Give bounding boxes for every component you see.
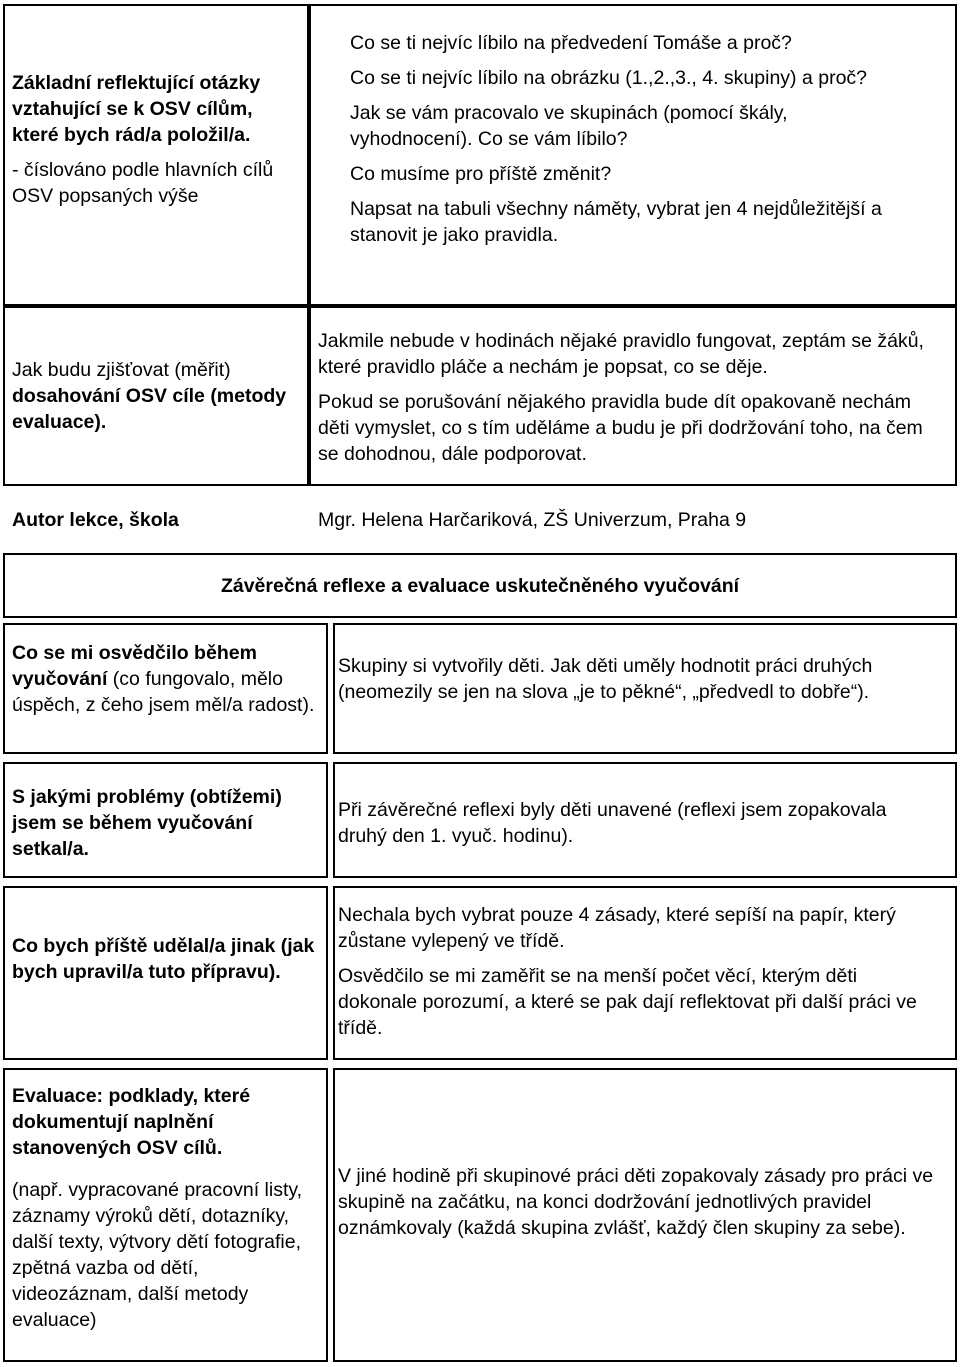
evaluation-method-text [318, 328, 943, 467]
paragraph: Osvědčilo se mi zaměřit se na menší počet věcí, kterým děti dokonale porozumí, a které se pak dají reflektovat při další práci ve třídě. [338, 965, 917, 1039]
goals-question-list [350, 30, 910, 248]
evidence-label: Evaluace: podklady, které dokumentují naplnění stanovených OSV cílů. (např. vypracované pracovní listy, záznamy výroků dětí, dotazníky, další texty, výtvory dětí fotografie, zpětná vazba od dětí, videozáznam, další metody evaluace) [12, 1085, 303, 1331]
question-item: Co se ti nejvíc líbilo na předvedení Tomáše a proč? [350, 32, 792, 54]
author-label: Autor lekce, škola [12, 509, 179, 531]
reflection-title: Závěrečná reflexe a evaluace uskutečněného vyučování [220, 575, 740, 597]
evaluation-method-label: Jak budu zjišťovat (měřit) dosahování OSV cíle (metody evaluace). [12, 359, 287, 433]
problems-text: Při závěrečné reflexi byly děti unavené (reflexi jsem zopakovala druhý den 1. vyuč. hodinu). [338, 799, 887, 847]
question-item: Jak se vám pracovalo ve skupinách (pomocí škály, vyhodnocení). Co se vám líbilo? [350, 102, 788, 150]
question-item: Napsat na tabuli všechny náměty, vybrat jen 4 nejdůležitější a stanovit je jako pravidla. [350, 198, 882, 246]
question-item: Co se ti nejvíc líbilo na obrázku (1.,2.,3., 4. skupiny) a proč? [350, 67, 868, 89]
next-time-label: Co bych příště udělal/a jinak (jak bych upravil/a tuto přípravu). [12, 935, 315, 983]
success-text: Skupiny si vytvořily děti. Jak děti uměly hodnotit práci druhých (neomezily se jen na slova „je to pěkné“, „předvedl to dobře“). [338, 655, 873, 703]
success-label: Co se mi osvědčilo během vyučování (co fungovalo, mělo úspěch, z čeho jsem měl/a radost). [12, 642, 315, 716]
evidence-text: V jiné hodině při skupinové práci děti zopakovaly zásady pro práci ve skupině na začátku, na konci dodržování jednotlivých pravidel oznámkovaly (každá skupina zvlášť, každý člen skupiny za sebe). [338, 1165, 934, 1239]
paragraph: Jakmile nebude v hodinách nějaké pravidlo fungovat, zeptám se žáků, které pravidlo pláče a nechám je popsat, co se děje. [318, 330, 924, 378]
next-time-text [338, 902, 938, 1041]
paragraph: Nechala bych vybrat pouze 4 zásady, které sepíší na papír, který zůstane vylepený ve třídě. [338, 904, 896, 952]
problems-label: S jakými problémy (obtížemi) jsem se během vyučování setkal/a. [12, 786, 282, 860]
author-value: Mgr. Helena Harčariková, ZŠ Univerzum, Praha 9 [318, 509, 747, 531]
question-item: Co musíme pro příště změnit? [350, 163, 612, 185]
paragraph: Pokud se porušování nějakého pravidla bude dít opakovaně nechám děti vymyslet, co s tím uděláme a budu je při dodržování toho, na čem se dohodnou, dále podporovat. [318, 391, 923, 465]
goals-question-label: Základní reflektující otázky vztahující se k OSV cílům, které bych rád/a položil/a. - číslováno podle hlavních cílů OSV popsaných výše [12, 72, 274, 207]
